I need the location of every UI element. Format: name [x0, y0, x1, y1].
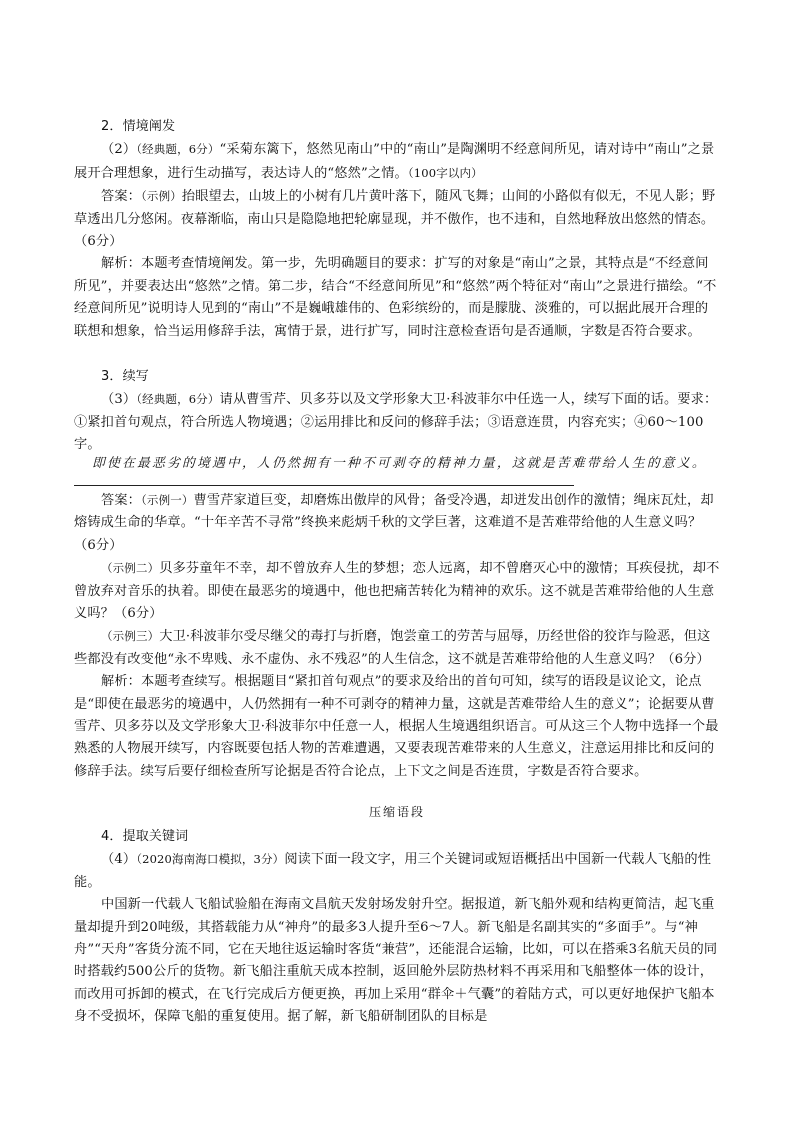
example-2-tag: （示例二） [101, 561, 160, 576]
section-3 [74, 366, 721, 457]
answer-blank-line [74, 485, 574, 486]
question-source: （经典题，6分） [136, 142, 220, 157]
question-source: （经典题，6分） [136, 392, 220, 407]
example-3 [74, 625, 721, 671]
question-4 [74, 848, 721, 894]
example-3-tag: （示例三） [101, 629, 160, 644]
question-text: 阅读下面一段文字，用三个关键词或短语概括出中国新一代载人飞船的性能。 [74, 852, 712, 890]
analysis-3: 解析：本题考查续写。根据题目“紧扣首句观点”的要求及给出的首句可知，续写的语段是议论文，论点是“即使在最恶劣的境遇中，人仍然拥有一种不可剥夺的精神力量，这就是苦难带给人生的意义”；论据要从曹雪芹、贝多芬以及文学形象大卫·科波菲尔中任意一人，根据人生境遇组织语言。可从这三个人物中选择一个最熟悉的人物展开续写，内容既要包括人物的苦难遭遇，又要表现苦难带来的人生意义，注意运用排比和反问的修辞手法。续写后要仔细检查所写论据是否符合论点，上下文之间是否连贯，字数是否符合要求。 [74, 674, 719, 779]
answer-tag: （示例） [141, 189, 182, 204]
example-2 [74, 557, 721, 625]
section-4 [74, 826, 721, 1029]
example-1-text: 曹雪芹家道巨变，却磨炼出傲岸的风骨；备受冷遇，却迸发出创作的激情；绳床瓦灶，却熔铸成生命的华章。“十年辛苦不寻常”终换来彪炳千秋的文学巨著，这难道不是苦难带给他的人生意义吗？（6分） [74, 493, 714, 553]
question-source: （2020海南海口模拟，3分） [136, 852, 285, 867]
answer-label: 答案： [101, 493, 142, 508]
question-number: （4） [101, 852, 137, 868]
example-2-text: 贝多芬童年不幸，却不曾放弃人生的梦想；恋人远离，却不曾磨灭心中的激情；耳疾侵扰，却不曾放弃对音乐的执着。即使在最恶劣的境遇中，他也把痛苦转化为精神的欢乐。这不就是苦难带给他的人生意义吗？（6分） [74, 561, 720, 622]
example-1 [74, 489, 721, 557]
section-2-heading: 2．情境阐发 [101, 119, 176, 134]
lead-sentence: 即使在最恶劣的境遇中，人仍然拥有一种不可剥夺的精神力量，这就是苦难带给人生的意义。 [92, 456, 707, 471]
answer-2 [74, 185, 721, 253]
question-3 [74, 388, 721, 456]
question-number: （3） [101, 392, 137, 408]
question-2 [74, 138, 721, 185]
word-limit: （100字以内） [407, 165, 483, 180]
section-4-heading: 4．提取关键词 [101, 829, 189, 844]
section-title: 压缩语段 [368, 805, 425, 819]
answer-text: 抬眼望去，山坡上的小树有几片黄叶落下，随风飞舞；山间的小路似有似无，不见人影；野草透出几分悠闲。夜幕渐临，南山只是隐隐地把轮廓显现，并不傲作，也不违和，自然地释放出悠然的情态。（6分） [74, 189, 716, 250]
section-2 [74, 116, 721, 343]
question-text: 请从曹雪芹、贝多芬以及文学形象大卫·科波菲尔中任选一人，续写下面的话。要求：①紧扣首句观点，符合所选人物境遇；②运用排比和反问的修辞手法；③语意连贯，内容充实；④60～100字。 [74, 392, 718, 453]
question-number: （2） [101, 142, 137, 158]
analysis-2: 解析：本题考查情境阐发。第一步，先明确题目的要求：扩写的对象是“南山”之景，其特点是“不经意间所见”，并要表达出“悠然”之情。第二步，结合“不经意间所见”和“悠然”两个特征对“南山”之景进行描绘。“不经意间所见”说明诗人见到的“南山”不是巍峨雄伟的、色彩缤纷的，而是朦胧、淡雅的，可以据此展开合理的联想和想象，恰当运用修辞手法，寓情于景，进行扩写，同时注意检查语句是否通顺，字数是否符合要求。 [74, 256, 717, 339]
question-text: “采菊东篱下，悠然见南山”中的“南山”是陶渊明不经意间所见，请对诗中“南山”之景展开合理想象，进行生动描写，表达诗人的“悠然”之情。 [74, 142, 715, 181]
example-1-tag: （示例一） [141, 493, 194, 507]
answer-label: 答案： [101, 189, 142, 205]
passage: 中国新一代载人飞船试验船在海南文昌航天发射场发射升空。据报道，新飞船外观和结构更简洁，起飞重量却提升到20吨级，其搭载能力从“神舟”的最多3人提升至6～7人。新飞船是名副其实的“多面手”。与“神舟”“天舟”客货分流不同，它在天地往返运输时客货“兼营”，还能混合运输，比如，可以在搭乘3名航天员的同时搭载约500公斤的货物。新飞船注重航天成本控制，返回舱外层防热材料不再采用和飞船整体一体的设计，而改用可拆卸的模式，在飞行完成后方便更换，再加上采用“群伞＋气囊”的着陆方式，可以更好地保护飞船本身不受损坏，保障飞船的重复使用。据了解，新飞船研制团队的目标是 [74, 897, 718, 1025]
section-3-heading: 3．续写 [101, 369, 149, 384]
section-3-answers [74, 489, 721, 783]
example-3-text: 大卫·科波菲尔受尽继父的毒打与折磨，饱尝童工的劳苦与屈辱，历经世俗的狡诈与险恶，但这些都没有改变他“永不卑贱、永不虚伪、永不残忍”的人生信念，这不就是苦难带给他的人生意义吗？（6分） [74, 629, 711, 667]
